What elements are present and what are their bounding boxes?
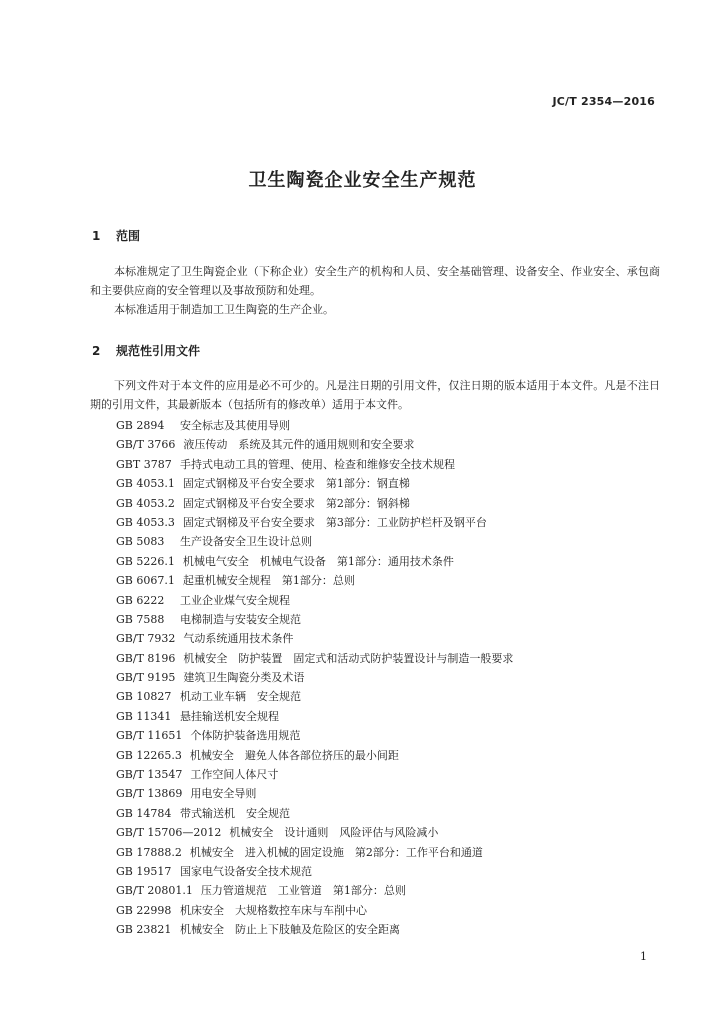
reference-title: 机械安全 防护装置 固定式和活动式防护装置设计与制造一般要求 <box>183 651 514 665</box>
reference-title: 固定式钢梯及平台安全要求 第3部分：工业防护栏杆及钢平台 <box>182 515 487 529</box>
reference-title: 国家电气设备安全技术规范 <box>180 864 312 878</box>
reference-title: 生产设备安全卫生设计总则 <box>180 535 312 549</box>
reference-item <box>116 629 513 648</box>
reference-code: GB 17888.2 <box>116 845 182 859</box>
reference-code: GB 6067.1 <box>116 574 175 588</box>
reference-code: GBT 3787 <box>116 457 172 471</box>
reference-item <box>116 591 513 610</box>
reference-title: 安全标志及其使用导则 <box>180 419 290 432</box>
reference-code: GB/T 11651 <box>116 729 183 743</box>
reference-item <box>116 881 513 900</box>
reference-item <box>116 610 513 629</box>
reference-code: GB 4053.2 <box>116 496 175 510</box>
reference-title: 带式输送机 安全规范 <box>180 806 290 820</box>
reference-item <box>116 901 513 920</box>
reference-item <box>116 746 513 765</box>
reference-item <box>116 823 513 842</box>
reference-item <box>116 784 513 803</box>
reference-title: 机械安全 设计通则 风险评估与风险减小 <box>229 826 439 840</box>
reference-code: GB 5226.1 <box>116 554 175 568</box>
section-1-body <box>90 262 660 319</box>
reference-title: 手持式电动工具的管理、使用、检查和维修安全技术规程 <box>180 457 455 471</box>
reference-code: GB/T 13869 <box>116 787 183 801</box>
reference-title: 起重机械安全规程 第1部分：总则 <box>182 574 355 588</box>
reference-code: GB/T 9195 <box>116 671 176 685</box>
reference-code: GB 22998 <box>116 903 172 917</box>
reference-item <box>116 804 513 823</box>
reference-item <box>116 474 513 493</box>
reference-title: 气动系统通用技术条件 <box>183 632 294 646</box>
section-title: 规范性引用文件 <box>116 344 201 358</box>
section-2-intro <box>90 376 660 414</box>
section-1-heading <box>92 227 140 244</box>
reference-code: GB 4053.1 <box>116 477 175 491</box>
section-2-heading <box>92 342 200 359</box>
page-number: 1 <box>640 950 647 963</box>
reference-code: GB 2894 <box>116 419 165 432</box>
reference-item <box>116 455 513 474</box>
section-number: 1 <box>92 229 101 243</box>
reference-title: 工作空间人体尺寸 <box>190 768 279 782</box>
paragraph: 下列文件对于本文件的应用是必不可少的。凡是注日期的引用文件，仅注日期的版本适用于本文件。凡是不注日期的引用文件，其最新版本（包括所有的修改单）适用于本文件。 <box>90 379 660 411</box>
reference-title: 机械电气安全 机械电气设备 第1部分：通用技术条件 <box>182 554 454 568</box>
reference-item <box>116 726 513 745</box>
reference-title: 机动工业车辆 安全规范 <box>180 690 301 704</box>
reference-title: 电梯制造与安装安全规范 <box>180 612 301 626</box>
reference-title: 机械安全 进入机械的固定设施 第2部分：工作平台和通道 <box>189 845 483 859</box>
reference-code: GB 10827 <box>116 690 172 704</box>
reference-code: GB 7588 <box>116 612 165 626</box>
reference-code: GB 14784 <box>116 806 172 820</box>
reference-item <box>116 843 513 862</box>
reference-item <box>116 765 513 784</box>
reference-item <box>116 687 513 706</box>
standard-code: JC/T 2354—2016 <box>552 95 655 108</box>
reference-code: GB/T 15706—2012 <box>116 826 222 840</box>
reference-item <box>116 416 513 435</box>
reference-code: GB/T 13547 <box>116 768 183 782</box>
reference-item <box>116 552 513 571</box>
reference-item <box>116 668 513 687</box>
reference-item <box>116 862 513 881</box>
reference-code: GB 23821 <box>116 923 172 937</box>
reference-title: 固定式钢梯及平台安全要求 第2部分：钢斜梯 <box>182 496 410 510</box>
reference-title: 机床安全 大规格数控车床与车削中心 <box>180 903 367 917</box>
reference-title: 用电安全导则 <box>190 787 257 801</box>
reference-item <box>116 571 513 590</box>
reference-title: 固定式钢梯及平台安全要求 第1部分：钢直梯 <box>182 477 410 491</box>
reference-title: 悬挂输送机安全规程 <box>180 709 279 723</box>
reference-title: 压力管道规范 工业管道 第1部分：总则 <box>200 884 406 898</box>
reference-item <box>116 494 513 513</box>
reference-title: 机械安全 防止上下肢触及危险区的安全距离 <box>180 923 400 937</box>
reference-code: GB/T 8196 <box>116 651 176 665</box>
reference-item <box>116 513 513 532</box>
reference-code: GB 5083 <box>116 535 165 549</box>
reference-code: GB 11341 <box>116 709 172 723</box>
reference-item <box>116 707 513 726</box>
paragraph: 本标准适用于制造加工卫生陶瓷的生产企业。 <box>114 303 334 316</box>
reference-code: GB 19517 <box>116 864 172 878</box>
reference-title: 建筑卫生陶瓷分类及术语 <box>183 671 305 685</box>
reference-code: GB 12265.3 <box>116 748 182 762</box>
reference-item <box>116 435 513 454</box>
reference-code: GB/T 3766 <box>116 438 176 452</box>
reference-title: 个体防护装备选用规范 <box>190 729 301 743</box>
reference-item <box>116 649 513 668</box>
document-title: 卫生陶瓷企业安全生产规范 <box>248 170 477 191</box>
reference-code: GB 6222 <box>116 593 165 607</box>
section-number: 2 <box>92 344 101 358</box>
reference-list <box>116 416 513 940</box>
section-title: 范围 <box>116 229 141 243</box>
reference-code: GB/T 20801.1 <box>116 884 193 898</box>
reference-title: 机械安全 避免人体各部位挤压的最小间距 <box>189 748 399 762</box>
reference-title: 液压传动 系统及其元件的通用规则和安全要求 <box>183 438 415 452</box>
reference-code: GB/T 7932 <box>116 632 176 646</box>
reference-title: 工业企业煤气安全规程 <box>180 593 290 607</box>
reference-code: GB 4053.3 <box>116 515 175 529</box>
reference-item <box>116 532 513 551</box>
reference-item <box>116 920 513 939</box>
paragraph: 本标准规定了卫生陶瓷企业（下称企业）安全生产的机构和人员、安全基础管理、设备安全、作业安全、承包商和主要供应商的安全管理以及事故预防和处理。 <box>90 265 660 297</box>
